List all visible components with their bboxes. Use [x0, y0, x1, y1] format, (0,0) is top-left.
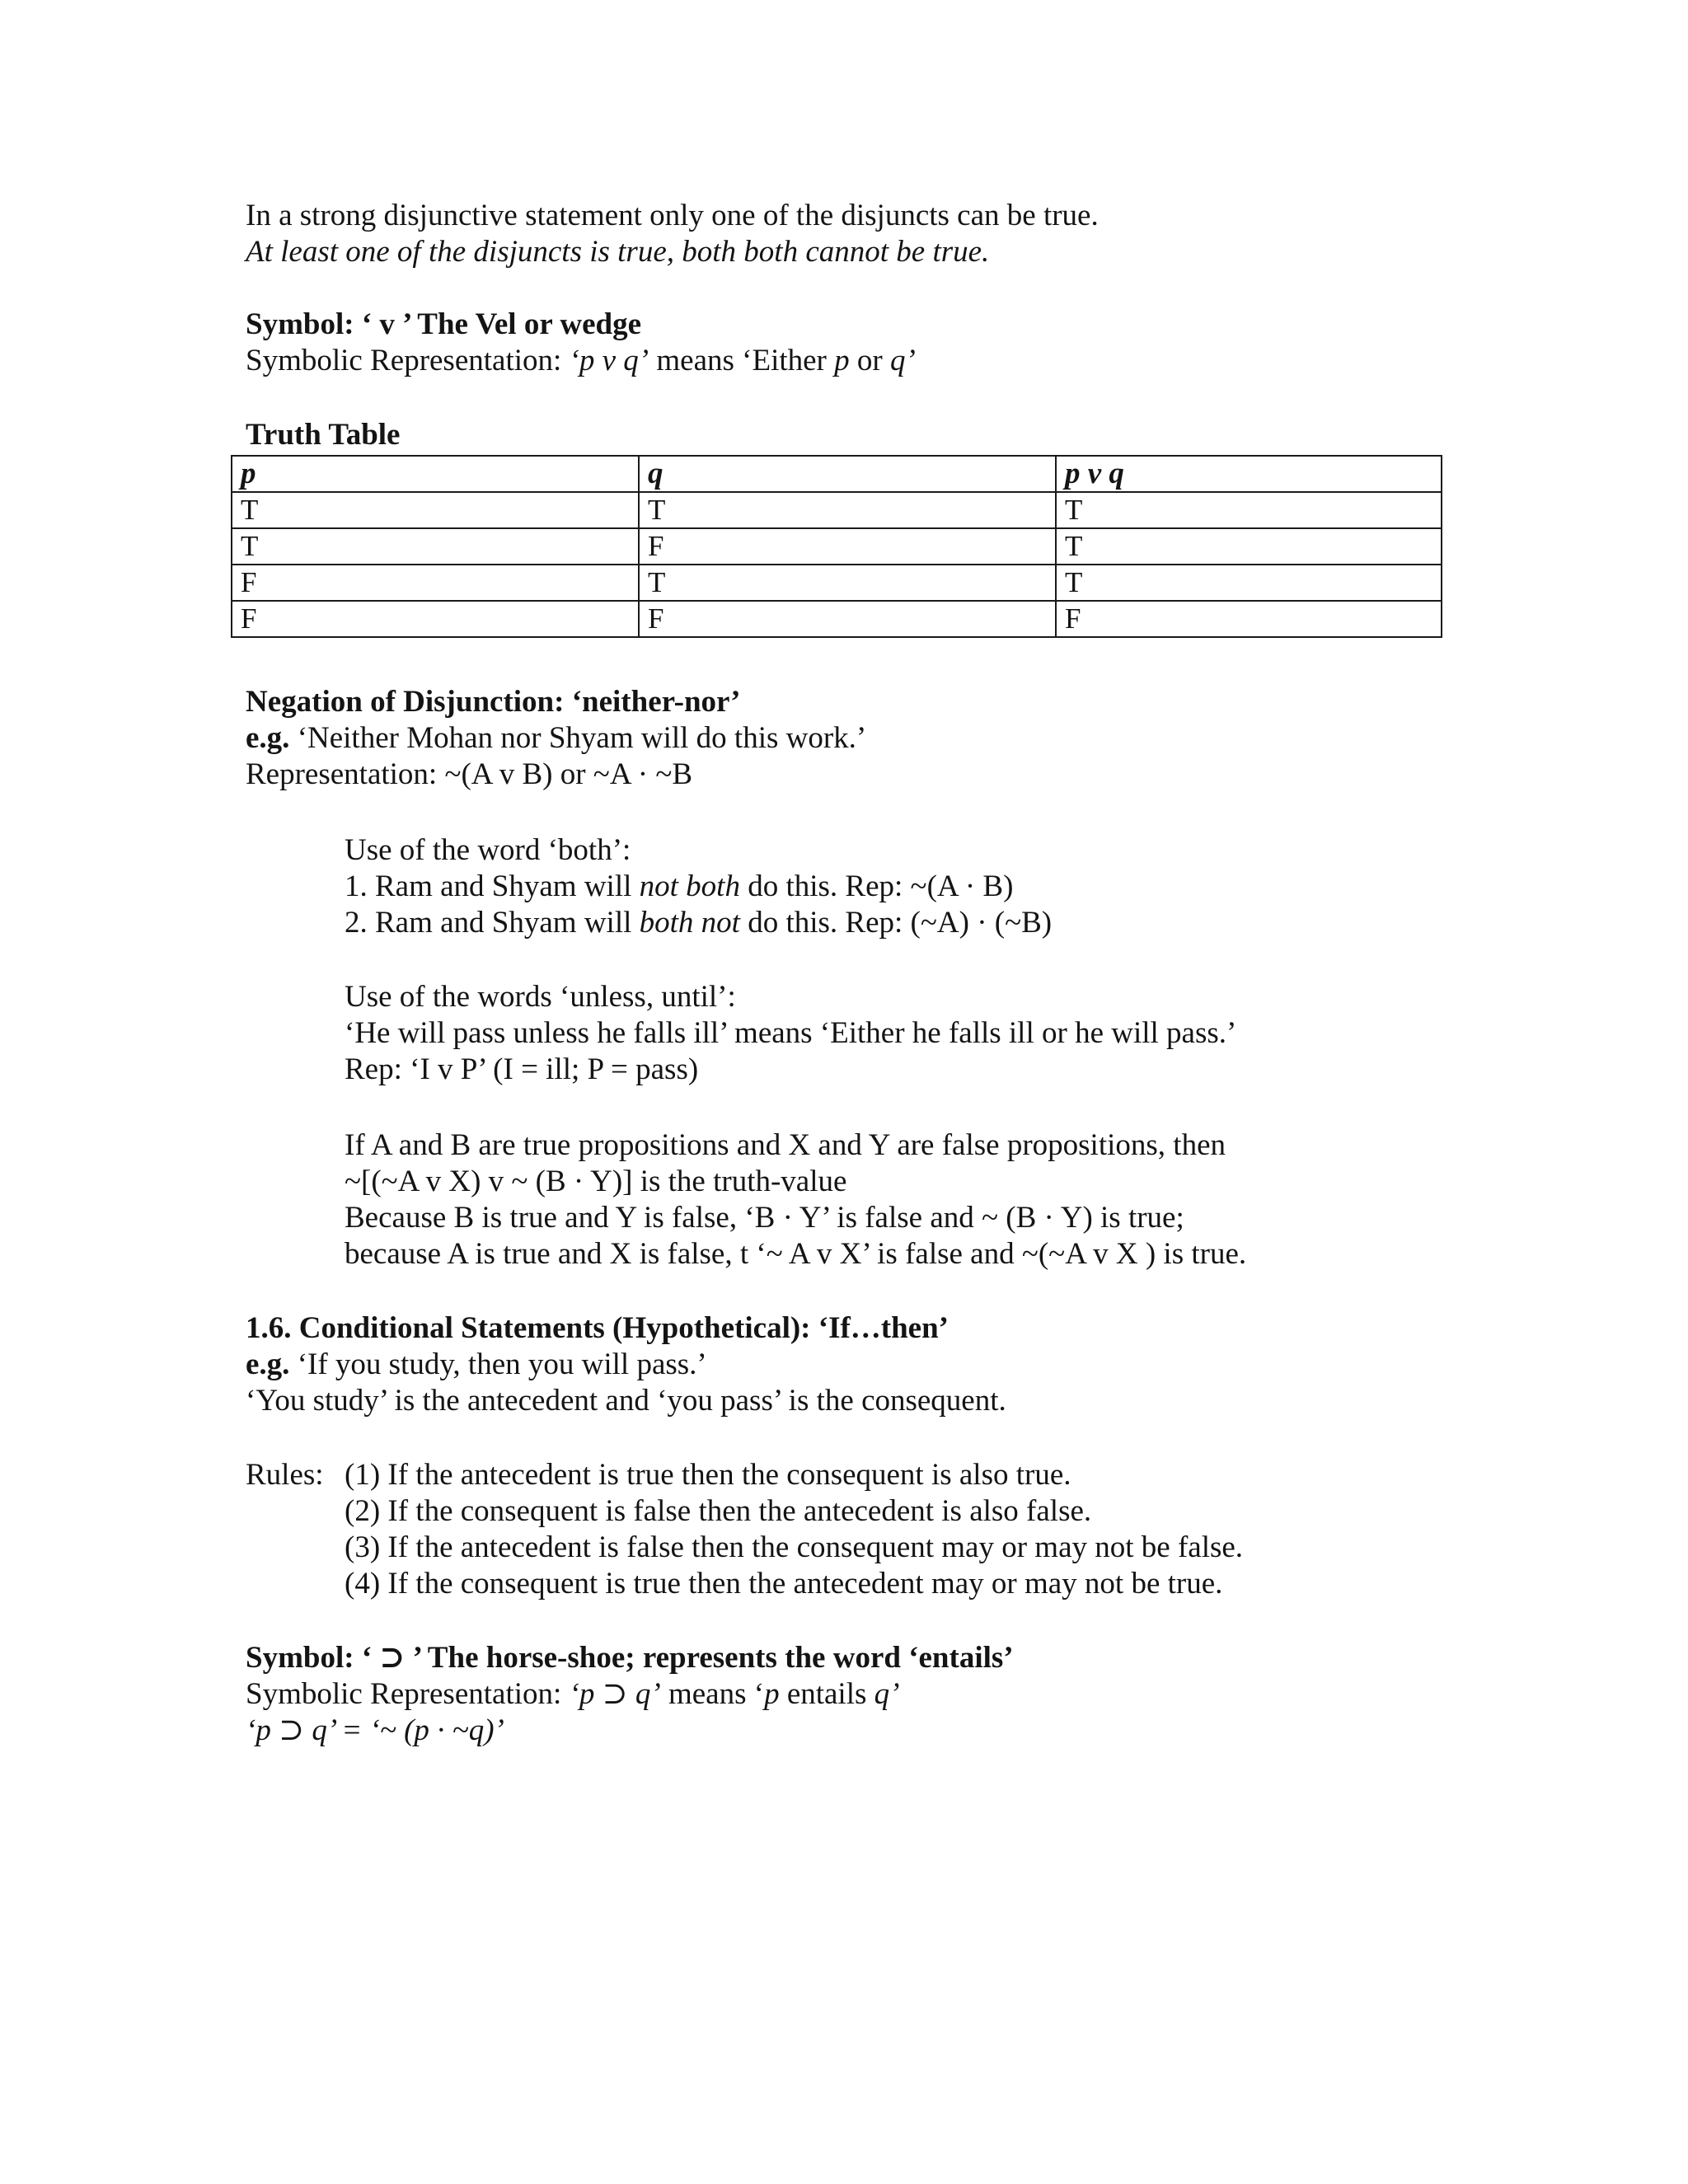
- conditional-example: [246, 1347, 707, 1383]
- table-cell: F: [232, 565, 639, 601]
- conditional-explain: ‘You study’ is the antecedent and ‘you pass’ is the consequent.: [246, 1384, 1006, 1418]
- table-cell: T: [1056, 492, 1442, 528]
- truth-table-heading: Truth Table: [246, 418, 401, 452]
- table-cell: T: [1056, 565, 1442, 601]
- truth-table-header-p-or-q: p v q: [1056, 456, 1442, 492]
- table-cell: F: [232, 601, 639, 637]
- exercise-line-3: Because B is true and Y is false, ‘B · Y’ is false and ~ (B · Y) is true;: [345, 1201, 1184, 1235]
- table-cell: F: [639, 528, 1056, 565]
- exercise-line-1: If A and B are true propositions and X and Y are false propositions, then: [345, 1128, 1226, 1162]
- rep-middle: means ‘Either: [649, 344, 835, 377]
- rep-prefix: Symbolic Representation:: [246, 1677, 570, 1711]
- intro-line-1: In a strong disjunctive statement only one of the disjuncts can be true.: [246, 199, 1099, 232]
- truth-table-header-q: q: [639, 456, 1056, 492]
- rep-q: q’: [874, 1677, 900, 1711]
- rep-prefix: Symbolic Representation:: [246, 344, 570, 377]
- both-item-1: [345, 869, 1013, 905]
- both-item-2-post: do this. Rep: (~A) · (~B): [739, 906, 1053, 940]
- eg-text: ‘If you study, then you will pass.’: [289, 1347, 707, 1381]
- eg-text: ‘Neither Mohan nor Shyam will do this work.’: [289, 721, 867, 755]
- both-item-2-pre: 2. Ram and Shyam will: [345, 906, 640, 940]
- truth-table-header-row: [232, 456, 1442, 492]
- symbol-vel-heading: Symbol: ‘ v ’ The Vel or wedge: [246, 307, 641, 341]
- rep-formula: ‘p ⊃ q’: [569, 1677, 661, 1711]
- rules-label: Rules:: [246, 1458, 324, 1492]
- horseshoe-equivalence: ‘p ⊃ q’ = ‘~ (p · ~q)’: [246, 1713, 504, 1747]
- rep-formula: ‘p v q’: [569, 344, 649, 377]
- rep-p: p: [764, 1677, 780, 1711]
- table-cell: T: [232, 492, 639, 528]
- truth-table: [231, 455, 1442, 638]
- table-row: [232, 565, 1442, 601]
- rule-item-4: (4) If the consequent is true then the antecedent may or may not be true.: [345, 1567, 1223, 1601]
- exercise-line-4: because A is true and X is false, t ‘~ A v X’ is false and ~(~A v X ) is true.: [345, 1237, 1247, 1271]
- rep-q: q’: [889, 344, 916, 377]
- rule-item-2: (2) If the consequent is false then the antecedent is also false.: [345, 1494, 1092, 1528]
- both-intro: Use of the word ‘both’:: [345, 833, 631, 867]
- table-row: [232, 528, 1442, 565]
- eg-label: e.g.: [246, 1347, 290, 1381]
- horseshoe-representation: [246, 1676, 899, 1713]
- table-cell: F: [639, 601, 1056, 637]
- unless-example: ‘He will pass unless he falls ill’ means ‘Either he falls ill or he will pass.’: [345, 1016, 1237, 1050]
- rule-item-3: (3) If the antecedent is false then the consequent may or may not be false.: [345, 1530, 1244, 1564]
- table-cell: F: [1056, 601, 1442, 637]
- both-item-1-em: not both: [639, 869, 740, 903]
- both-item-2: [345, 905, 1052, 941]
- table-cell: T: [1056, 528, 1442, 565]
- both-item-1-post: do this. Rep: ~(A · B): [739, 869, 1014, 903]
- rep-p: p: [834, 344, 850, 377]
- rep-middle: means ‘: [660, 1677, 765, 1711]
- table-row: [232, 492, 1442, 528]
- rep-or: or: [849, 344, 890, 377]
- table-cell: T: [232, 528, 639, 565]
- negation-heading: Negation of Disjunction: ‘neither-nor’: [246, 685, 741, 719]
- conditional-heading: 1.6. Conditional Statements (Hypothetical): ‘If…then’: [246, 1311, 950, 1345]
- both-item-2-em: both not: [639, 906, 740, 940]
- rule-item-1: (1) If the antecedent is true then the consequent is also true.: [345, 1458, 1071, 1492]
- unless-intro: Use of the words ‘unless, until’:: [345, 980, 736, 1014]
- intro-line-2: At least one of the disjuncts is true, both both cannot be true.: [246, 235, 990, 269]
- table-cell: T: [639, 565, 1056, 601]
- eg-label: e.g.: [246, 721, 290, 755]
- both-item-1-pre: 1. Ram and Shyam will: [345, 869, 640, 903]
- table-cell: T: [639, 492, 1056, 528]
- negation-example: [246, 720, 866, 757]
- rep-entails: entails: [779, 1677, 874, 1711]
- symbol-vel-representation: [246, 343, 916, 379]
- unless-rep: Rep: ‘I v P’ (I = ill; P = pass): [345, 1052, 699, 1086]
- table-row: [232, 601, 1442, 637]
- exercise-line-2: ~[(~A v X) v ~ (B · Y)] is the truth-value: [345, 1165, 847, 1198]
- negation-representation: Representation: ~(A v B) or ~A · ~B: [246, 757, 693, 791]
- horseshoe-heading: Symbol: ‘ ⊃ ’ The horse-shoe; represents the word ‘entails’: [246, 1641, 1014, 1675]
- truth-table-header-p: p: [232, 456, 639, 492]
